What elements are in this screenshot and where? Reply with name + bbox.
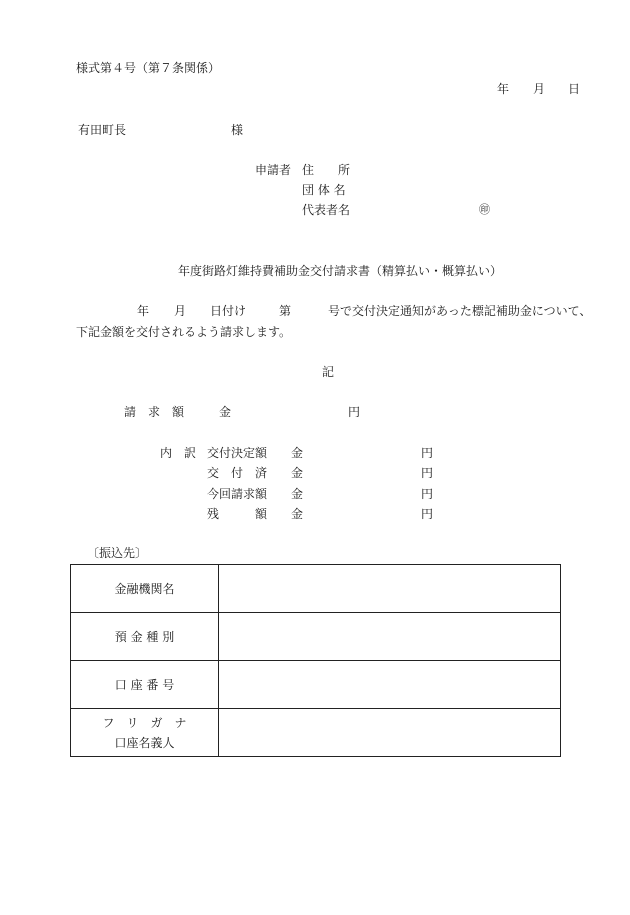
applicant-label: 申請者 xyxy=(255,163,292,177)
breakdown-row-name: 交 付 済 xyxy=(207,466,268,480)
account-holder-field[interactable] xyxy=(219,709,561,757)
claim-yen: 円 xyxy=(348,405,361,419)
body-text-rest: 号で交付決定通知があった標記補助金について、 xyxy=(328,304,592,318)
body-month: 月 xyxy=(174,304,187,318)
address-label: 住 所 xyxy=(302,163,351,177)
body-dated: 日付け xyxy=(210,304,247,318)
breakdown-label: 内 訳 xyxy=(160,446,197,460)
group-name-label: 団 体 名 xyxy=(302,183,346,197)
breakdown-row-kin: 金 xyxy=(291,487,304,501)
breakdown-row-yen: 円 xyxy=(421,446,434,460)
breakdown-row-yen: 円 xyxy=(421,487,434,501)
breakdown-row-kin: 金 xyxy=(291,507,304,521)
body-line-2: 下記金額を交付されるよう請求します。 xyxy=(76,325,292,339)
bank-name-label xyxy=(71,565,219,613)
account-holder-label xyxy=(71,709,219,757)
bank-name-field[interactable] xyxy=(219,565,561,613)
document-title: 年度街路灯維持費補助金交付請求書（精算払い・概算払い） xyxy=(178,264,503,278)
breakdown-row-kin: 金 xyxy=(291,446,304,460)
cell-label: 金融機関名 xyxy=(114,581,175,596)
addressee-honorific: 様 xyxy=(231,123,244,137)
breakdown-row-name: 残 額 xyxy=(207,507,268,521)
table-row xyxy=(71,565,561,613)
transfer-destination-label: 〔振込先〕 xyxy=(87,546,148,560)
ki-heading: 記 xyxy=(322,365,335,379)
bank-account-table xyxy=(70,564,561,757)
table-row xyxy=(71,709,561,757)
cell-label: 預 金 種 別 xyxy=(114,629,175,644)
addressee-name: 有田町長 xyxy=(78,123,127,137)
date-year: 年 xyxy=(497,82,510,96)
claim-kin: 金 xyxy=(219,405,232,419)
furigana-label: フ リ ガ ナ xyxy=(102,715,187,730)
claim-label: 請 求 額 xyxy=(124,405,185,419)
breakdown-row-name: 交付決定額 xyxy=(207,446,268,460)
table-row xyxy=(71,661,561,709)
cell-label: 口 座 番 号 xyxy=(114,677,175,692)
account-holder-name-label: 口座名義人 xyxy=(114,735,175,750)
account-number-label xyxy=(71,661,219,709)
breakdown-row-name: 今回請求額 xyxy=(207,487,268,501)
deposit-type-label xyxy=(71,613,219,661)
deposit-type-field[interactable] xyxy=(219,613,561,661)
table-row xyxy=(71,613,561,661)
breakdown-row-yen: 円 xyxy=(421,507,434,521)
date-month: 月 xyxy=(533,82,546,96)
body-number-prefix: 第 xyxy=(279,304,292,318)
representative-label: 代表者名 xyxy=(302,203,351,217)
body-year: 年 xyxy=(137,304,150,318)
form-number: 様式第４号（第７条関係） xyxy=(76,61,221,75)
breakdown-row-kin: 金 xyxy=(291,466,304,480)
seal-mark: ㊞ xyxy=(479,203,490,216)
account-number-field[interactable] xyxy=(219,661,561,709)
breakdown-row-yen: 円 xyxy=(421,466,434,480)
date-day: 日 xyxy=(568,82,581,96)
